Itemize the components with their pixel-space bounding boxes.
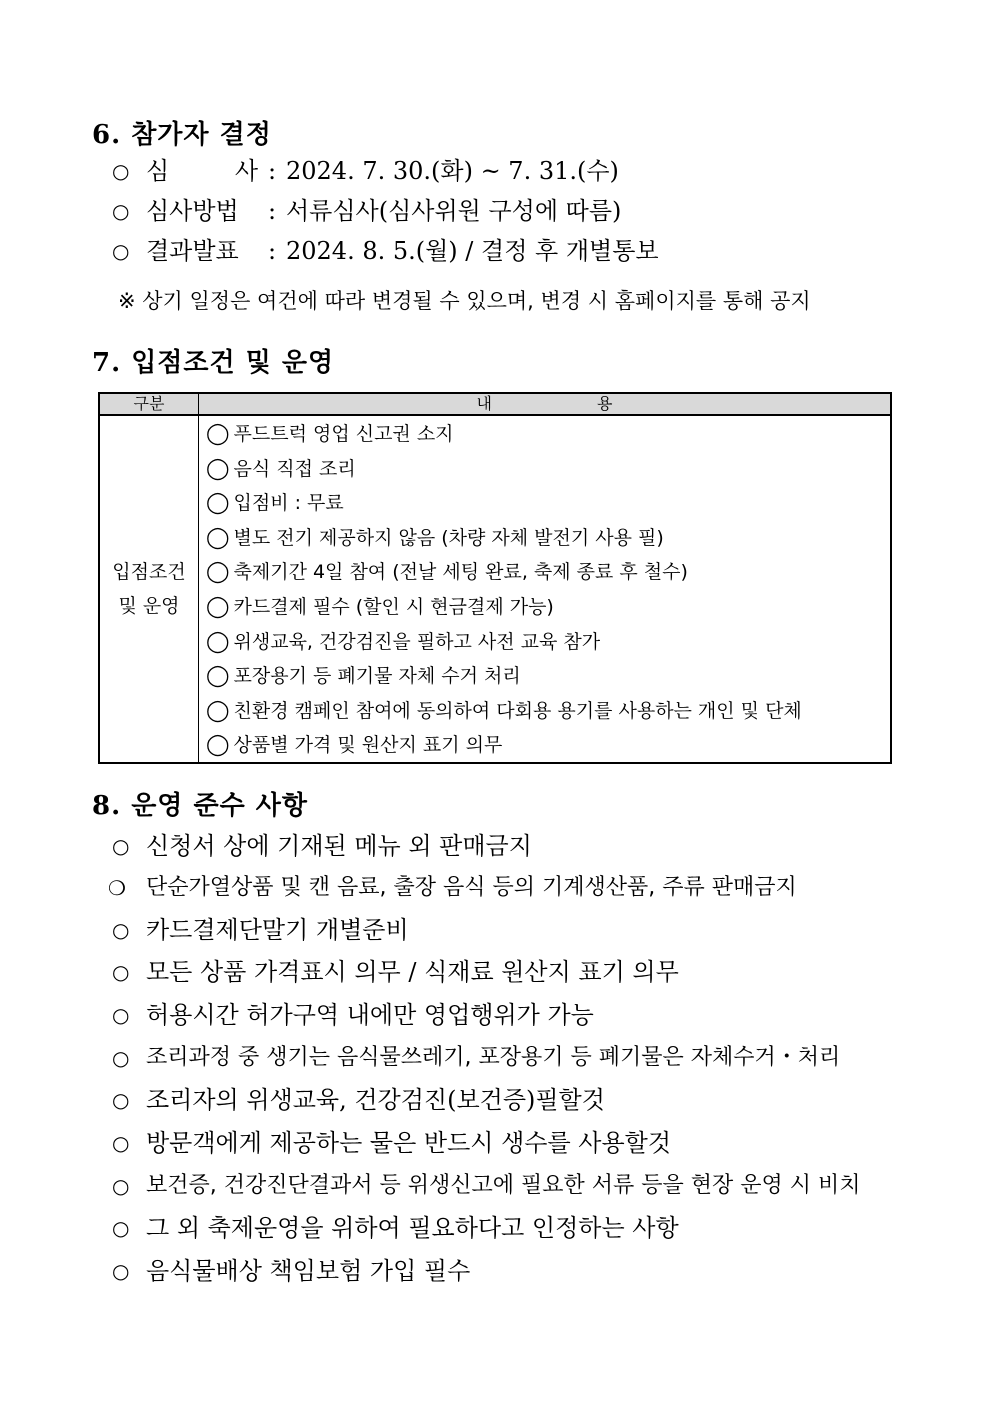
row-label-result: 결과발표 <box>146 237 239 265</box>
circle-bullet-icon: ◯ <box>206 524 230 549</box>
bullet-icon: ○ <box>112 1046 130 1070</box>
list-item <box>206 727 890 762</box>
bullet-icon: ○ <box>112 1131 130 1155</box>
circle-bullet-icon: ◯ <box>206 559 230 584</box>
row-value-review: 2024. 7. 30.(화) ~ 7. 31.(수) <box>286 157 619 185</box>
circle-bullet-icon: ◯ <box>206 455 230 480</box>
bullet-icon: ○ <box>112 1003 130 1027</box>
rule-text: 음식물배상 책임보험 가입 필수 <box>146 1257 471 1285</box>
condition-text: 음식 직접 조리 <box>233 457 356 480</box>
condition-text: 푸드트럭 영업 신고권 소지 <box>233 423 454 445</box>
table-header-content-label: 내 용 <box>476 394 613 413</box>
list-item <box>206 658 890 693</box>
category-line-2: 및 운영 <box>118 594 180 617</box>
row-separator: : <box>267 197 277 225</box>
list-item <box>206 693 890 728</box>
row-value-method: 서류심사(심사위원 구성에 따름) <box>286 197 622 225</box>
condition-text: 친환경 캠페인 참여에 동의하여 다회용 용기를 사용하는 개인 및 단체 <box>233 699 802 722</box>
rule-text: 모든 상품 가격표시 의무 / 식재료 원산지 표기 의무 <box>146 958 679 986</box>
table-row <box>99 415 891 763</box>
row-value-result: 2024. 8. 5.(월) / 결정 후 개별통보 <box>286 237 659 265</box>
section-8-heading: 8. 운영 준수 사항 <box>92 791 308 821</box>
row-separator: : <box>267 157 277 185</box>
category-line-1: 입점조건 <box>112 560 186 583</box>
bullet-icon: ○ <box>112 834 130 858</box>
table-header-category: 구분 <box>99 393 199 415</box>
condition-text: 상품별 가격 및 원산지 표기 의무 <box>233 734 503 757</box>
list-item <box>206 485 890 520</box>
circle-bullet-icon: ◯ <box>206 593 230 618</box>
row-separator: : <box>267 237 277 265</box>
bold-bullet-icon: ❍ <box>108 876 126 900</box>
bullet-icon: ○ <box>112 1259 130 1283</box>
rule-text: 조리자의 위생교육, 건강검진(보건증)필할것 <box>146 1086 605 1114</box>
table-content-cell <box>199 415 892 763</box>
list-item <box>206 520 890 555</box>
table-category-cell <box>99 415 199 763</box>
schedule-note: ※ 상기 일정은 여건에 따라 변경될 수 있으며, 변경 시 홈페이지를 통해 공지 <box>118 289 811 313</box>
rule-text: 보건증, 건강진단결과서 등 위생신고에 필요한 서류 등을 현장 운영 시 비치 <box>146 1173 861 1198</box>
rule-text: 조리과정 중 생기는 음식물쓰레기, 포장용기 등 폐기물은 자체수거・처리 <box>146 1045 841 1070</box>
circle-bullet-icon: ◯ <box>206 628 230 653</box>
table-header-row <box>99 393 891 415</box>
circle-bullet-icon: ◯ <box>206 697 230 722</box>
bullet-icon: ○ <box>112 199 130 223</box>
conditions-table <box>98 392 892 764</box>
circle-bullet-icon: ◯ <box>206 421 230 445</box>
rule-text: 방문객에게 제공하는 물은 반드시 생수를 사용할것 <box>146 1129 672 1157</box>
list-item <box>206 416 890 451</box>
circle-bullet-icon: ◯ <box>206 663 230 688</box>
row-label-method: 심사방법 <box>146 197 239 225</box>
condition-text: 입점비 : 무료 <box>233 492 344 515</box>
list-item <box>206 589 890 624</box>
bullet-icon: ○ <box>112 918 130 942</box>
list-item <box>206 624 890 659</box>
condition-text: 카드결제 필수 (할인 시 현금결제 가능) <box>233 595 554 618</box>
list-item <box>206 451 890 486</box>
bullet-icon: ○ <box>112 239 130 263</box>
circle-bullet-icon: ◯ <box>206 490 230 515</box>
bullet-icon: ○ <box>112 1088 130 1112</box>
condition-text: 포장용기 등 폐기물 자체 수거 처리 <box>233 665 521 688</box>
bullet-icon: ○ <box>112 960 130 984</box>
condition-text: 별도 전기 제공하지 않음 (차량 자체 발전기 사용 필) <box>233 526 664 549</box>
list-item <box>206 554 890 589</box>
bullet-icon: ○ <box>112 1174 130 1198</box>
condition-text: 축제기간 4일 참여 (전날 세팅 완료, 축제 종료 후 철수) <box>233 561 688 584</box>
rule-text: 신청서 상에 기재된 메뉴 외 판매금지 <box>146 832 532 860</box>
bullet-icon: ○ <box>112 1216 130 1240</box>
circle-bullet-icon: ◯ <box>206 732 230 757</box>
rule-text: 카드결제단말기 개별준비 <box>146 916 409 944</box>
rule-text: 그 외 축제운영을 위하여 필요하다고 인정하는 사항 <box>146 1214 679 1242</box>
condition-text: 위생교육, 건강검진을 필하고 사전 교육 참가 <box>233 630 601 653</box>
section-6-heading: 6. 참가자 결정 <box>92 120 272 150</box>
bullet-icon: ○ <box>112 159 130 183</box>
rule-text: 단순가열상품 및 캔 음료, 출장 음식 등의 기계생산품, 주류 판매금지 <box>146 875 797 900</box>
table-header-content <box>199 393 892 415</box>
section-7-heading: 7. 입점조건 및 운영 <box>92 348 335 378</box>
rule-text: 허용시간 허가구역 내에만 영업행위가 가능 <box>146 1001 594 1029</box>
row-label-review: 심 사 <box>146 157 258 185</box>
condition-list <box>199 416 890 762</box>
